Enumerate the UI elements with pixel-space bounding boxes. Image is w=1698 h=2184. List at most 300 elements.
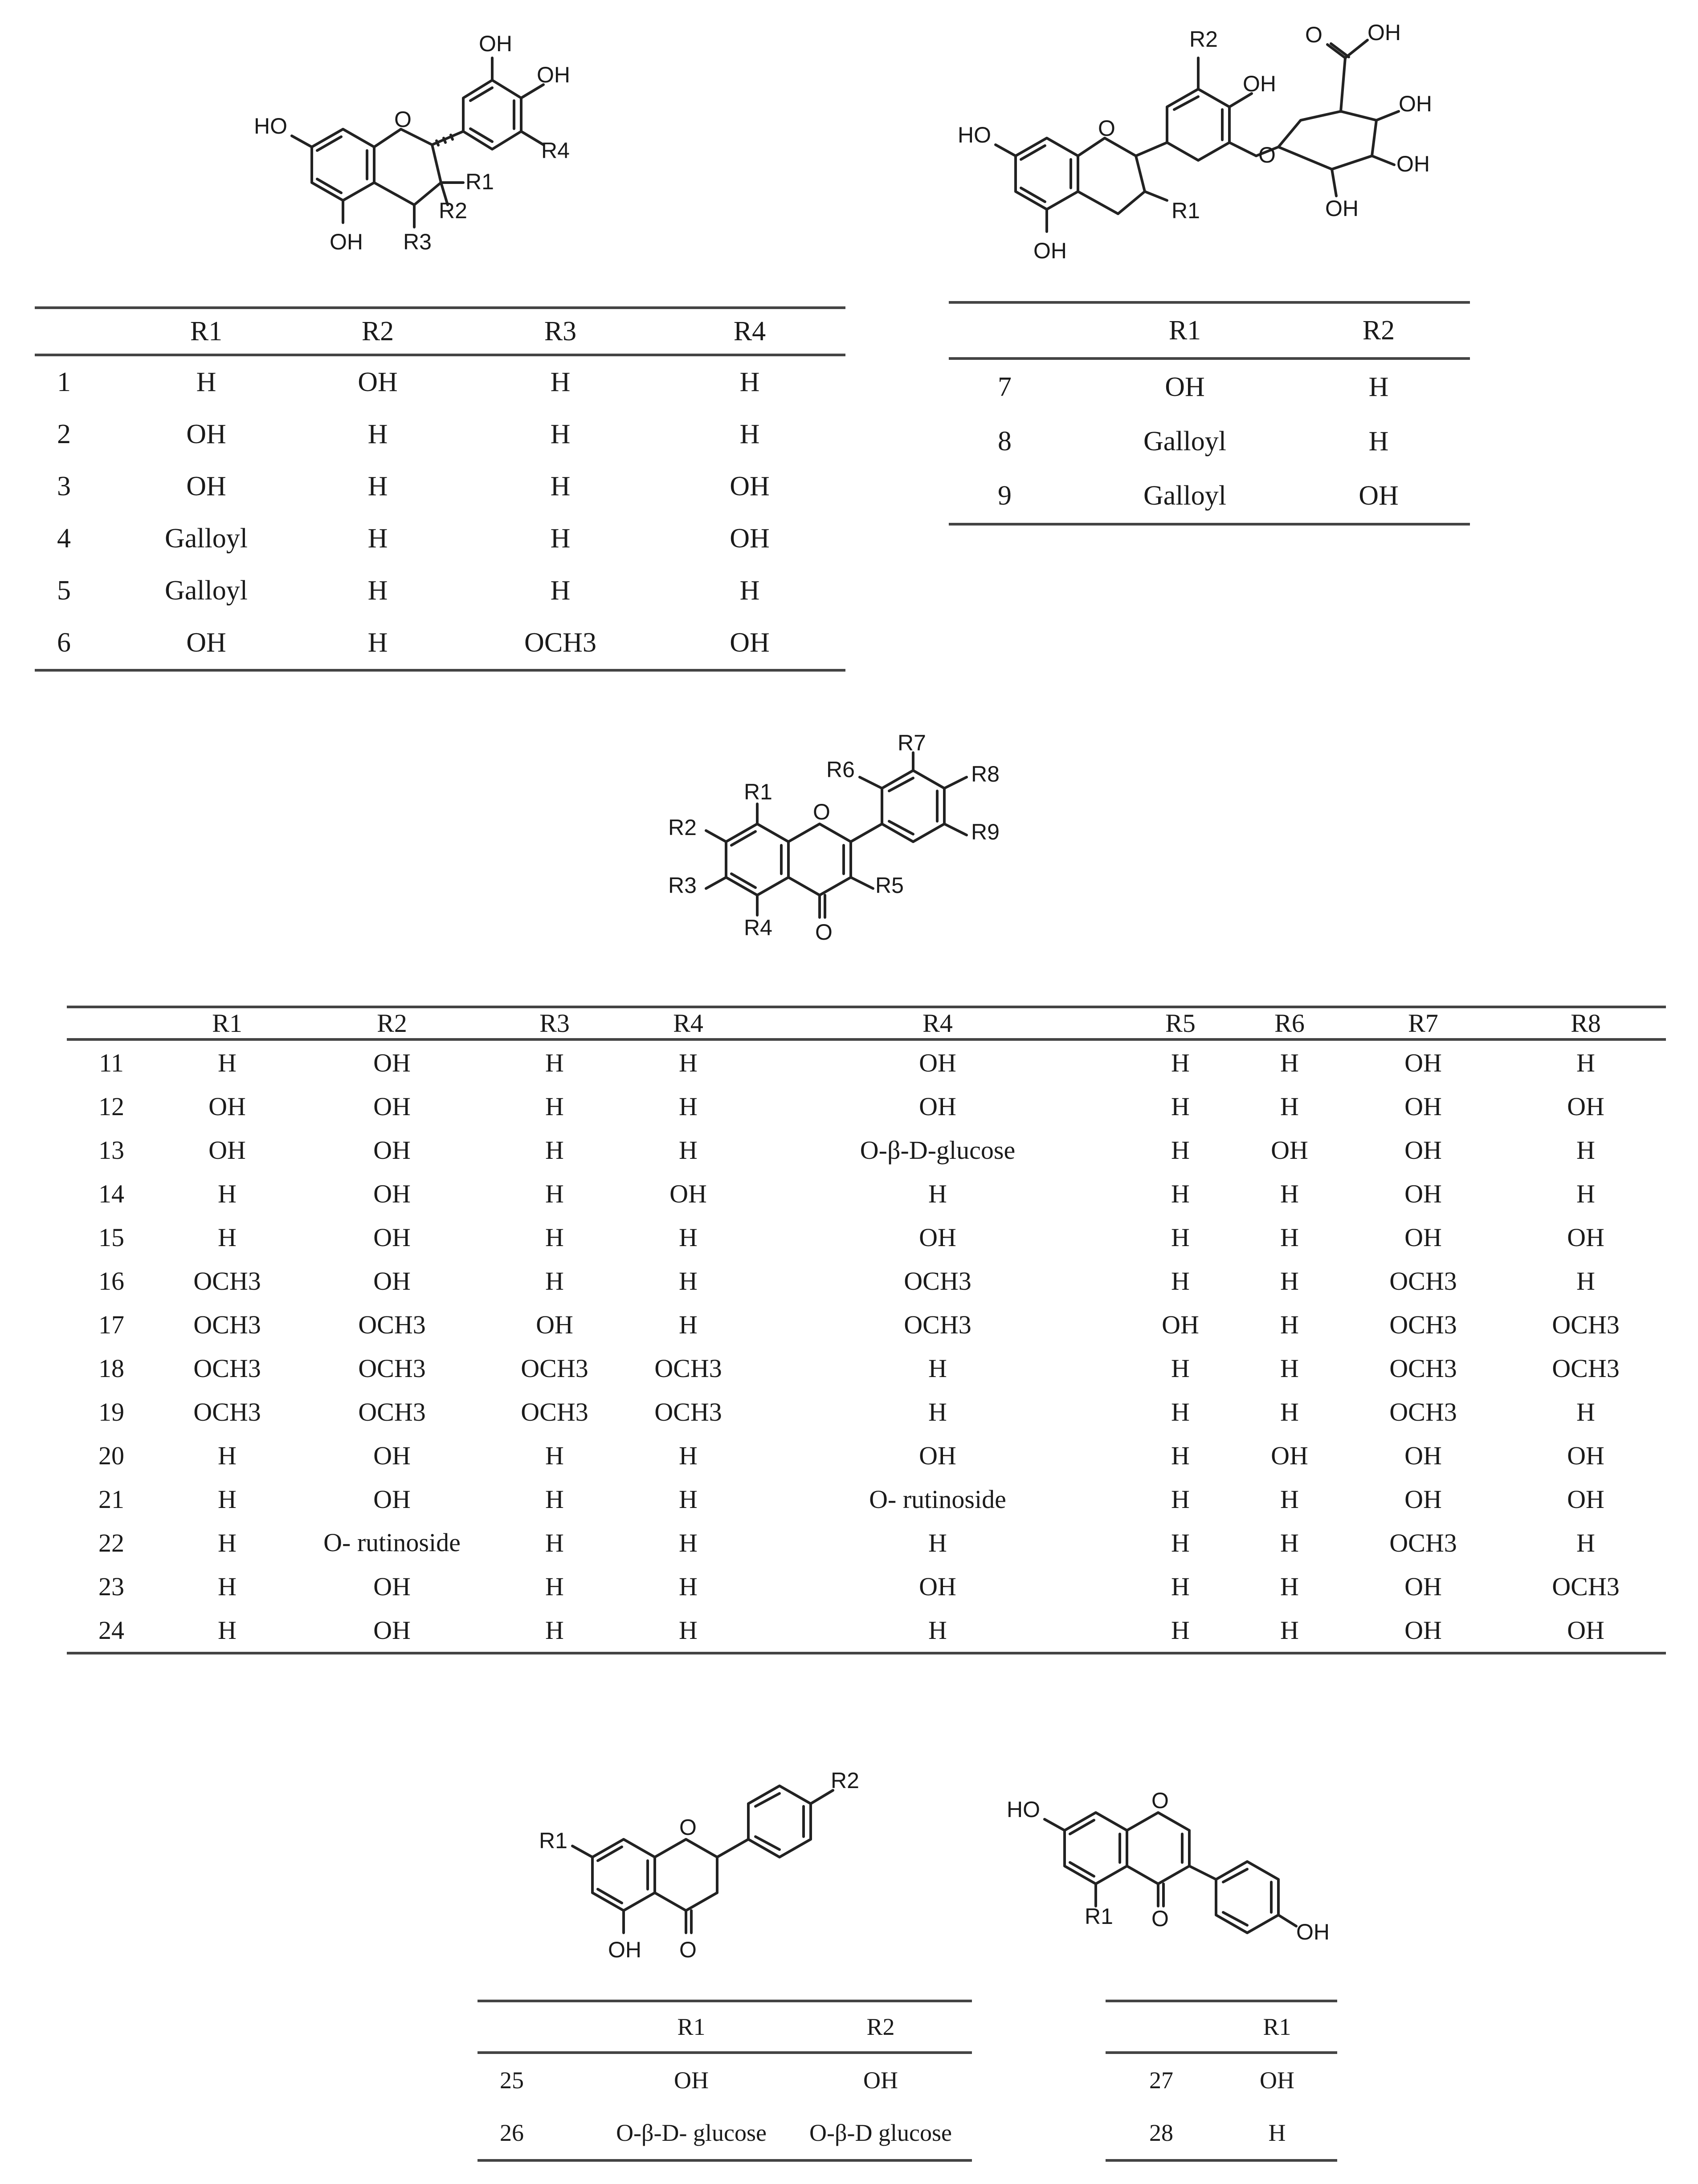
table-cell: OCH3 <box>1389 1528 1457 1557</box>
table-row <box>949 414 1470 469</box>
table-cell: O- rutinoside <box>869 1484 1006 1514</box>
table-cell: H <box>1171 1048 1190 1077</box>
column-header: R3 <box>467 308 654 355</box>
table-cell: OH <box>373 1092 411 1121</box>
table-cell: H <box>218 1222 237 1252</box>
table-row <box>67 1565 1666 1608</box>
table-cell: H <box>928 1528 947 1557</box>
table-cell: 23 <box>98 1572 124 1601</box>
table-cell: H <box>156 1608 298 1653</box>
table-cell: 26 <box>478 2107 593 2160</box>
label: HO <box>1007 1797 1040 1822</box>
table-cell: OH <box>373 1179 411 1208</box>
table-cell: H <box>1280 1572 1299 1601</box>
table-cell: H <box>218 1572 237 1601</box>
table-cell: H <box>1171 1092 1190 1121</box>
table-cell: O-β-D- glucose <box>593 2107 789 2160</box>
table-cell: O- rutinoside <box>323 1528 461 1557</box>
label: OH <box>1325 196 1359 221</box>
table-cell: OH <box>1567 1441 1604 1470</box>
column-header: R1 <box>1217 2001 1337 2053</box>
column-header: R4 <box>753 1007 1122 1039</box>
column-header: R8 <box>1506 1007 1666 1039</box>
table-cell: H <box>289 617 467 670</box>
table-cell: OH <box>1165 371 1205 402</box>
table-row <box>35 565 845 617</box>
table-cell: OH <box>1271 1135 1308 1165</box>
table-row <box>35 408 845 460</box>
table-cell: OH <box>1404 1441 1442 1470</box>
label: OH <box>1367 20 1401 45</box>
table-row <box>1106 2107 1337 2160</box>
table-row <box>67 1521 1666 1565</box>
table-cell: 2 <box>57 419 71 449</box>
table-cell: H <box>1576 1048 1595 1077</box>
flavone-structure <box>659 730 1105 949</box>
table-row <box>35 355 845 408</box>
column-header: R4 <box>624 1007 753 1039</box>
table-cell: 22 <box>98 1528 124 1557</box>
table-cell: H <box>679 1528 698 1557</box>
flavanone-table <box>478 2000 972 2162</box>
table-cell: H <box>545 1048 564 1077</box>
table-cell: 3 <box>57 471 71 501</box>
table-cell: OCH3 <box>193 1353 261 1383</box>
table-cell: OH <box>919 1222 956 1252</box>
table-cell: 20 <box>98 1441 124 1470</box>
table-cell: H <box>1280 1484 1299 1514</box>
table-cell: H <box>367 575 388 606</box>
table-header-row <box>478 2001 972 2053</box>
table-cell: H <box>1576 1179 1595 1208</box>
table-cell: OH <box>1404 1222 1442 1252</box>
table-row <box>1106 2053 1337 2107</box>
label: O <box>1151 1906 1169 1931</box>
table-cell: H <box>1280 1222 1299 1252</box>
table-cell: OH <box>919 1048 956 1077</box>
table-header-row <box>949 302 1470 359</box>
table-cell: H <box>739 367 760 397</box>
table-cell: H <box>1280 1310 1299 1339</box>
label: R4 <box>541 138 570 163</box>
table-cell: H <box>928 1179 947 1208</box>
table-cell: OCH3 <box>358 1310 426 1339</box>
table-cell: H <box>218 1048 237 1077</box>
table-cell: H <box>367 523 388 554</box>
table-cell: OH <box>186 419 226 449</box>
table-cell: H <box>1217 2107 1337 2160</box>
table-cell: H <box>1576 1135 1595 1165</box>
label: O <box>1258 143 1276 167</box>
table-cell: OH <box>373 1222 411 1252</box>
table-cell: H <box>218 1179 237 1208</box>
table-cell: H <box>624 1608 753 1653</box>
column-header: R1 <box>156 1007 298 1039</box>
label: R2 <box>668 815 697 840</box>
table-cell: OH <box>186 471 226 501</box>
column-header: R1 <box>593 2001 789 2053</box>
table-cell: H <box>1280 1179 1299 1208</box>
label: OH <box>479 31 512 56</box>
label: O <box>394 107 412 132</box>
table-cell: H <box>1171 1266 1190 1296</box>
table-cell: 1 <box>57 367 71 397</box>
label: R7 <box>898 730 926 755</box>
column-header: R2 <box>298 1007 486 1039</box>
table-header-row <box>67 1007 1666 1039</box>
table-cell: OH <box>373 1441 411 1470</box>
column-header: R2 <box>289 308 467 355</box>
table-cell: OH <box>1404 1135 1442 1165</box>
table-row <box>67 1608 1666 1653</box>
table-cell: OH <box>669 1179 707 1208</box>
table-cell: H <box>679 1441 698 1470</box>
table-cell: OH <box>1506 1608 1666 1653</box>
table-cell: H <box>1280 1397 1299 1426</box>
table-cell: OH <box>674 2067 709 2094</box>
table-cell: OCH3 <box>1389 1353 1457 1383</box>
table-cell: OH <box>373 1135 411 1165</box>
table-cell: H <box>545 1222 564 1252</box>
label: O <box>815 920 833 945</box>
table-cell: OCH3 <box>904 1310 971 1339</box>
table-cell: H <box>1280 1528 1299 1557</box>
table-cell: OH <box>1404 1572 1442 1601</box>
table-cell: H <box>367 471 388 501</box>
table-cell: 16 <box>98 1266 124 1296</box>
table-cell: H <box>1576 1266 1595 1296</box>
label: R9 <box>971 819 1000 844</box>
label: OH <box>1296 1919 1330 1944</box>
isoflavone-structure <box>1007 1772 1363 1973</box>
table-cell: OCH3 <box>193 1310 261 1339</box>
table-row <box>949 359 1470 414</box>
table-cell: H <box>679 1092 698 1121</box>
label: R1 <box>539 1828 567 1853</box>
label: OH <box>537 62 570 87</box>
sugar-ring <box>1278 111 1376 169</box>
table-cell: OH <box>863 2067 898 2094</box>
table-cell: H <box>1280 1266 1299 1296</box>
table-cell: 5 <box>57 575 71 606</box>
table-cell: H <box>679 1266 698 1296</box>
table-header-row <box>35 308 845 355</box>
table-cell: 11 <box>99 1048 124 1077</box>
table-cell: OH <box>1260 2067 1294 2094</box>
table-cell: OH <box>208 1135 246 1165</box>
table-header-row <box>1106 2001 1337 2053</box>
table-row <box>478 2053 972 2107</box>
table-cell: OCH3 <box>904 1266 971 1296</box>
table-cell: H <box>1171 1572 1190 1601</box>
table-cell: H <box>367 419 388 449</box>
label: O <box>1151 1788 1169 1813</box>
table-cell: H <box>679 1222 698 1252</box>
label: OH <box>1033 238 1067 263</box>
label: R2 <box>831 1768 859 1793</box>
table-cell: H <box>1280 1092 1299 1121</box>
table-row <box>35 617 845 670</box>
table-cell: OCH3 <box>1389 1310 1457 1339</box>
label: HO <box>958 122 991 147</box>
label: HO <box>254 114 287 139</box>
column-header: R4 <box>654 308 845 355</box>
label: OH <box>608 1937 641 1962</box>
table-cell: H <box>196 367 216 397</box>
label: R3 <box>668 873 697 898</box>
glucuronide-structure <box>958 9 1448 285</box>
table-cell: OCH3 <box>654 1397 722 1426</box>
table-row <box>67 1039 1666 1084</box>
label: O <box>1305 22 1322 47</box>
table-cell: 17 <box>98 1310 124 1339</box>
table-cell: OH <box>373 1484 411 1514</box>
table-cell: H <box>1171 1397 1190 1426</box>
table-cell: OH <box>124 617 289 670</box>
table-cell: H <box>679 1484 698 1514</box>
table-cell: H <box>550 471 571 501</box>
table-cell: H <box>550 523 571 554</box>
table-cell: Galloyl <box>1082 469 1287 524</box>
table-cell: Galloyl <box>165 523 248 554</box>
flavanol-table <box>35 306 845 672</box>
table-cell: OH <box>373 1048 411 1077</box>
label: R1 <box>465 169 494 194</box>
table-cell: 25 <box>500 2067 524 2094</box>
table-cell: H <box>1576 1397 1595 1426</box>
table-cell: OH <box>730 523 770 554</box>
table-cell: H <box>1171 1484 1190 1514</box>
column-header: R1 <box>1082 302 1287 359</box>
table-cell: OCH3 <box>1389 1266 1457 1296</box>
table-cell: OH <box>298 1608 486 1653</box>
table-cell: 9 <box>949 469 1082 524</box>
table-cell: H <box>218 1441 237 1470</box>
column-header: R1 <box>124 308 289 355</box>
label: R5 <box>875 873 904 898</box>
table-cell: H <box>545 1266 564 1296</box>
label: OH <box>1396 151 1430 176</box>
table-cell: OH <box>919 1572 956 1601</box>
flavanol-structure <box>249 27 615 281</box>
table-cell: H <box>218 1484 237 1514</box>
table-row <box>67 1390 1666 1434</box>
table-row <box>67 1172 1666 1215</box>
table-cell: 24 <box>67 1608 156 1653</box>
table-cell: OH <box>1404 1484 1442 1514</box>
table-cell: H <box>1576 1528 1595 1557</box>
table-cell: 28 <box>1106 2107 1217 2160</box>
table-cell: 21 <box>98 1484 124 1514</box>
glucuronide-table <box>949 301 1470 526</box>
column-header <box>478 2001 593 2053</box>
table-cell: H <box>545 1092 564 1121</box>
table-cell: OH <box>1162 1310 1199 1339</box>
table-cell: H <box>679 1572 698 1601</box>
table-cell: OH <box>919 1441 956 1470</box>
table-cell: H <box>753 1608 1122 1653</box>
table-cell: Galloyl <box>165 575 248 606</box>
column-header: R5 <box>1122 1007 1238 1039</box>
table-cell: OH <box>1567 1092 1604 1121</box>
column-header <box>949 302 1082 359</box>
label: OH <box>330 229 363 254</box>
table-cell: OH <box>208 1092 246 1121</box>
table-cell: OH <box>919 1092 956 1121</box>
table-cell: H <box>545 1179 564 1208</box>
table-cell: OH <box>1271 1441 1308 1470</box>
label: O <box>813 799 830 824</box>
table-cell: OCH3 <box>358 1353 426 1383</box>
table-cell: OH <box>654 617 845 670</box>
label: OH <box>1399 91 1432 116</box>
table-row <box>67 1259 1666 1303</box>
table-cell: H <box>1122 1608 1238 1653</box>
table-cell: H <box>545 1484 564 1514</box>
table-cell: H <box>1171 1135 1190 1165</box>
table-cell: H <box>1171 1528 1190 1557</box>
table-cell: H <box>545 1572 564 1601</box>
a-ring <box>312 129 374 200</box>
table-cell: 13 <box>98 1135 124 1165</box>
table-cell: 12 <box>98 1092 124 1121</box>
table-row <box>67 1346 1666 1390</box>
table-cell: 19 <box>98 1397 124 1426</box>
table-cell: 8 <box>998 426 1012 456</box>
table-cell: H <box>218 1528 237 1557</box>
table-cell: H <box>1171 1441 1190 1470</box>
table-cell: OCH3 <box>1389 1397 1457 1426</box>
label: R1 <box>1171 198 1200 223</box>
table-cell: H <box>928 1353 947 1383</box>
table-cell: 4 <box>57 523 71 554</box>
table-row <box>478 2107 972 2160</box>
table-cell: H <box>550 367 571 397</box>
table-cell: H <box>679 1135 698 1165</box>
table-cell: 7 <box>998 371 1012 402</box>
table-cell: OCH3 <box>1552 1310 1620 1339</box>
label: O <box>679 1937 697 1962</box>
table-row <box>67 1084 1666 1128</box>
table-row <box>67 1434 1666 1477</box>
table-cell: H <box>928 1397 947 1426</box>
table-cell: OH <box>1404 1179 1442 1208</box>
table-cell: O-β-D glucose <box>789 2107 972 2160</box>
label: R1 <box>1085 1904 1113 1929</box>
table-cell: OH <box>1404 1048 1442 1077</box>
table-cell: OH <box>373 1266 411 1296</box>
label: R8 <box>971 762 1000 786</box>
column-header: R3 <box>486 1007 624 1039</box>
table-cell: 27 <box>1149 2067 1173 2094</box>
table-cell: OCH3 <box>521 1397 588 1426</box>
table-cell: H <box>545 1528 564 1557</box>
table-cell: OCH3 <box>193 1397 261 1426</box>
isoflavone-table <box>1106 2000 1337 2162</box>
b-ring <box>463 80 521 149</box>
table-cell: H <box>545 1135 564 1165</box>
table-cell: H <box>1171 1353 1190 1383</box>
table-cell: H <box>679 1048 698 1077</box>
table-cell: OCH3 <box>193 1266 261 1296</box>
label: O <box>679 1815 697 1840</box>
column-header: R7 <box>1341 1007 1506 1039</box>
table-cell: H <box>550 575 571 606</box>
table-cell: H <box>1368 426 1389 456</box>
table-cell: OH <box>1404 1092 1442 1121</box>
column-header: R2 <box>1287 302 1470 359</box>
table-cell: OCH3 <box>467 617 654 670</box>
table-row <box>67 1303 1666 1346</box>
table-cell: OH <box>1567 1222 1604 1252</box>
table-cell: H <box>1171 1179 1190 1208</box>
label: R6 <box>826 757 855 782</box>
column-header <box>67 1007 156 1039</box>
table-cell: 14 <box>98 1179 124 1208</box>
table-cell: H <box>1171 1222 1190 1252</box>
label: OH <box>1243 71 1276 96</box>
table-cell: OH <box>730 471 770 501</box>
table-row <box>67 1128 1666 1172</box>
flavone-table <box>67 1006 1666 1654</box>
table-cell: OCH3 <box>358 1397 426 1426</box>
label: R1 <box>744 779 772 804</box>
table-cell: H <box>1368 371 1389 402</box>
table-cell: H <box>679 1310 698 1339</box>
label: R2 <box>1189 27 1218 52</box>
table-cell: OH <box>373 1572 411 1601</box>
table-cell: H <box>545 1441 564 1470</box>
table-cell: OH <box>1341 1608 1506 1653</box>
table-cell: H <box>1238 1608 1341 1653</box>
table-cell: OH <box>1567 1484 1604 1514</box>
table-cell: H <box>739 419 760 449</box>
table-row <box>67 1477 1666 1521</box>
column-header <box>1106 2001 1217 2053</box>
column-header: R2 <box>789 2001 972 2053</box>
table-cell: 15 <box>98 1222 124 1252</box>
table-row <box>35 513 845 565</box>
table-cell: OCH3 <box>1552 1572 1620 1601</box>
table-cell: H <box>739 575 760 606</box>
table-cell: OH <box>1287 469 1470 524</box>
table-row <box>949 469 1470 524</box>
table-cell: H <box>1280 1048 1299 1077</box>
label: R2 <box>439 198 467 223</box>
table-cell: H <box>550 419 571 449</box>
c-ring <box>374 129 441 205</box>
column-header: R6 <box>1238 1007 1341 1039</box>
table-cell: H <box>1280 1353 1299 1383</box>
label: R3 <box>403 229 432 254</box>
table-cell: O-β-D-glucose <box>860 1135 1016 1165</box>
table-row <box>35 460 845 513</box>
label: R4 <box>744 915 772 940</box>
table-cell: 18 <box>98 1353 124 1383</box>
table-row <box>67 1215 1666 1259</box>
table-cell: OCH3 <box>654 1353 722 1383</box>
table-cell: OH <box>358 367 398 397</box>
table-cell: OCH3 <box>521 1353 588 1383</box>
table-cell: H <box>486 1608 624 1653</box>
table-cell: Galloyl <box>1143 426 1226 456</box>
table-cell: OCH3 <box>1552 1353 1620 1383</box>
column-header <box>35 308 124 355</box>
label: O <box>1098 116 1115 141</box>
table-cell: OH <box>536 1310 573 1339</box>
flavanone-structure <box>535 1768 891 1982</box>
table-cell: 6 <box>35 617 124 670</box>
